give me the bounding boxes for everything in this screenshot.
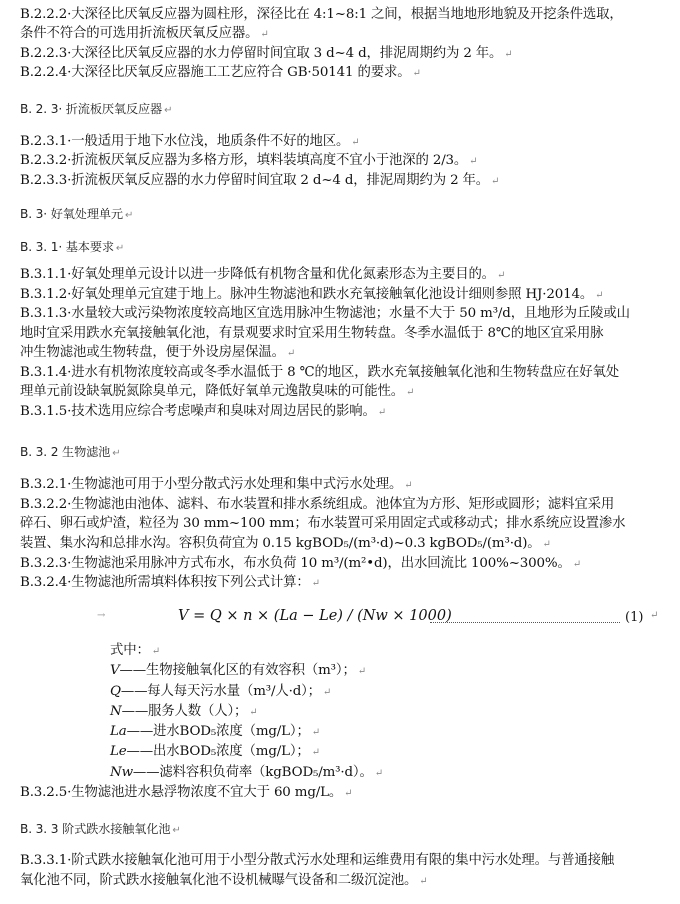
paragraph-b315: B.3.1.5·技术选用应综合考虑噪声和臭味对周边居民的影响。 ↵ bbox=[20, 404, 386, 419]
paragraph-mark-icon: ↵ bbox=[311, 727, 320, 738]
paragraph-mark-icon: ↵ bbox=[469, 156, 478, 167]
paragraph-b2222: B.2.2.2·大深径比厌氧反应器为圆柱形，深径比在 4:1~8:1 之间，根据当地地形地貌及开挖条件选取， bbox=[20, 7, 623, 22]
paragraph-b313-cont2: 冲生物滤池或生物转盘，便于外设房屋保温。 ↵ bbox=[20, 345, 296, 360]
paragraph-b323: B.3.2.3·生物滤池采用脉冲方式布水，布水负荷 10 m³/(m²•d)，出水回流比 100%~300%。 ↵ bbox=[20, 556, 581, 571]
paragraph-mark-icon: ↵ bbox=[377, 407, 386, 418]
paragraph-mark-icon: ↵ bbox=[260, 29, 269, 40]
variable-le: Le——出水BOD₅浓度（mg/L）； ↵ bbox=[110, 744, 320, 759]
paragraph-mark-icon: ↵ bbox=[115, 243, 125, 254]
paragraph-b311: B.3.1.1·好氧处理单元设计以进一步降低有机物含量和优化氮素形态为主要目的。 ↵ bbox=[20, 267, 506, 282]
paragraph-mark-icon: ↵ bbox=[504, 49, 513, 60]
heading-b3: B. 3· 好氧处理单元 ↵ bbox=[20, 207, 134, 221]
paragraph-mark-icon: ↵ bbox=[496, 270, 506, 281]
paragraph-b2233: B.2.3.3·折流板厌氧反应器的水力停留时间宜取 2 d~4 d，排泥周期约为 2 年。 ↵ bbox=[20, 173, 500, 188]
paragraph-b2222-cont: 条件不符合的可选用折流板厌氧反应器。 ↵ bbox=[20, 26, 269, 41]
paragraph-mark-icon: ↵ bbox=[151, 646, 160, 657]
paragraph-b2231: B.2.3.1·一般适用于地下水位浅，地质条件不好的地区。 ↵ bbox=[20, 134, 360, 149]
paragraph-b322-cont1: 碎石、卵石或炉渣，粒径为 30 mm~100 mm；布水装置可采用固定式或移动式；排水系统应设置渗水 bbox=[20, 516, 626, 531]
paragraph-b322: B.3.2.2·生物滤池由池体、滤料、布水装置和排水系统组成。池体宜为方形、矩形或圆形；滤料宜采用 bbox=[20, 497, 615, 512]
paragraph-mark-icon: ↵ bbox=[357, 666, 366, 677]
paragraph-mark-icon: ↵ bbox=[351, 137, 360, 148]
paragraph-b321: B.3.2.1·生物滤池可用于小型分散式污水处理和集中式污水处理。 ↵ bbox=[20, 477, 413, 492]
paragraph-mark-icon: ↵ bbox=[491, 176, 500, 187]
paragraph-mark-icon: ↵ bbox=[650, 610, 659, 621]
paragraph-b2224: B.2.2.4·大深径比厌氧反应器施工工艺应符合 GB·50141 的要求。 ↵ bbox=[20, 65, 421, 80]
paragraph-b2223: B.2.2.3·大深径比厌氧反应器的水力停留时间宜取 3 d~4 d，排泥周期约为 2 年。 ↵ bbox=[20, 46, 513, 61]
paragraph-mark-icon: ↵ bbox=[112, 448, 121, 459]
paragraph-mark-icon: ↵ bbox=[404, 480, 413, 491]
tab-arrow-icon: → bbox=[97, 610, 106, 621]
heading-b31: B. 3. 1· 基本要求 ↵ bbox=[20, 240, 125, 254]
paragraph-b325: B.3.2.5·生物滤池进水悬浮物浓度不宜大于 60 mg/L。 ↵ bbox=[20, 785, 353, 800]
paragraph-b322-cont2: 装置、集水沟和总排水沟。容积负荷宜为 0.15 kgBOD₅/(m³·d)~0.3 kgBOD₅/(m³·d)。 ↵ bbox=[20, 536, 551, 551]
paragraph-mark-icon: ↵ bbox=[286, 348, 296, 359]
formula-expression: V = Q × n × (La − Le) / (Nw × 1000) bbox=[178, 608, 452, 624]
dot-leader bbox=[430, 610, 620, 623]
paragraph-mark-icon: ↵ bbox=[164, 105, 173, 116]
variable-v: V——生物接触氧化区的有效容积（m³）； ↵ bbox=[110, 663, 366, 678]
paragraph-mark-icon: ↵ bbox=[124, 210, 134, 221]
paragraph-b324: B.3.2.4·生物滤池所需填料体积按下列公式计算： ↵ bbox=[20, 575, 320, 590]
variable-la: La——进水BOD₅浓度（mg/L）； ↵ bbox=[110, 724, 320, 739]
paragraph-b313-cont1: 地时宜采用跌水充氧接触氧化池，有景观要求时宜采用生物转盘。冬季水温低于 8℃的地区宜采用脉 bbox=[20, 326, 604, 341]
paragraph-mark-icon: ↵ bbox=[249, 707, 258, 718]
variable-nw: Nw——滤料容积负荷率（kgBOD₅/m³·d）。 ↵ bbox=[110, 765, 383, 780]
paragraph-mark-icon: ↵ bbox=[595, 290, 604, 301]
paragraph-mark-icon: ↵ bbox=[374, 768, 383, 779]
paragraph-mark-icon: ↵ bbox=[572, 559, 581, 570]
paragraph-b3331: B.3.3.1·阶式跌水接触氧化池可用于小型分散式污水处理和运维费用有限的集中污水处理。与普通接触 bbox=[20, 853, 615, 868]
formula-1 bbox=[0, 606, 680, 632]
paragraph-b314: B.3.1.4·进水有机物浓度较高或冬季水温低于 8 ℃的地区，跌水充氧接触氧化池和生物转盘应在好氧处 bbox=[20, 365, 620, 380]
paragraph-mark-icon: ↵ bbox=[322, 687, 332, 698]
paragraph-b3331-cont: 氧化池不同，阶式跌水接触氧化池不设机械曝气设备和二级沉淀池。 ↵ bbox=[20, 873, 428, 888]
paragraph-mark-icon: ↵ bbox=[419, 876, 428, 887]
paragraph-b314-cont: 理单元前设缺氧脱氮除臭单元，降低好氧单元逸散臭味的可能性。 ↵ bbox=[20, 384, 415, 399]
variable-n: N——服务人数（人）； ↵ bbox=[110, 704, 258, 719]
paragraph-mark-icon: ↵ bbox=[344, 788, 353, 799]
paragraph-mark-icon: ↵ bbox=[311, 747, 320, 758]
formula-number: (1) bbox=[625, 610, 644, 625]
paragraph-mark-icon: ↵ bbox=[412, 68, 421, 79]
paragraph-mark-icon: ↵ bbox=[542, 539, 551, 550]
heading-b33: B. 3. 3 阶式跌水接触氧化池 ↵ bbox=[20, 822, 181, 836]
paragraph-b313: B.3.1.3·水量较大或污染物浓度较高地区宜选用脉冲生物滤池；水量不大于 50 m³/d，且地形为丘陵或山 bbox=[20, 306, 630, 321]
heading-b32: B. 3. 2 生物滤池 ↵ bbox=[20, 445, 121, 459]
variables-intro: 式中： ↵ bbox=[110, 643, 160, 658]
paragraph-b2232: B.2.3.2·折流板厌氧反应器为多格方形，填料装填高度不宜小于池深的 2/3。 ↵ bbox=[20, 153, 478, 168]
paragraph-mark-icon: ↵ bbox=[311, 578, 320, 589]
paragraph-b312: B.3.1.2·好氧处理单元宜建于地上。脉冲生物滤池和跌水充氧接触氧化池设计细则参照 HJ·2014。 ↵ bbox=[20, 287, 604, 302]
paragraph-mark-icon: ↵ bbox=[172, 825, 181, 836]
paragraph-mark-icon: ↵ bbox=[405, 387, 415, 398]
heading-b23: B. 2. 3· 折流板厌氧反应器 ↵ bbox=[20, 102, 173, 116]
variable-q: Q——每人每天污水量（m³/人·d）； ↵ bbox=[110, 684, 332, 699]
